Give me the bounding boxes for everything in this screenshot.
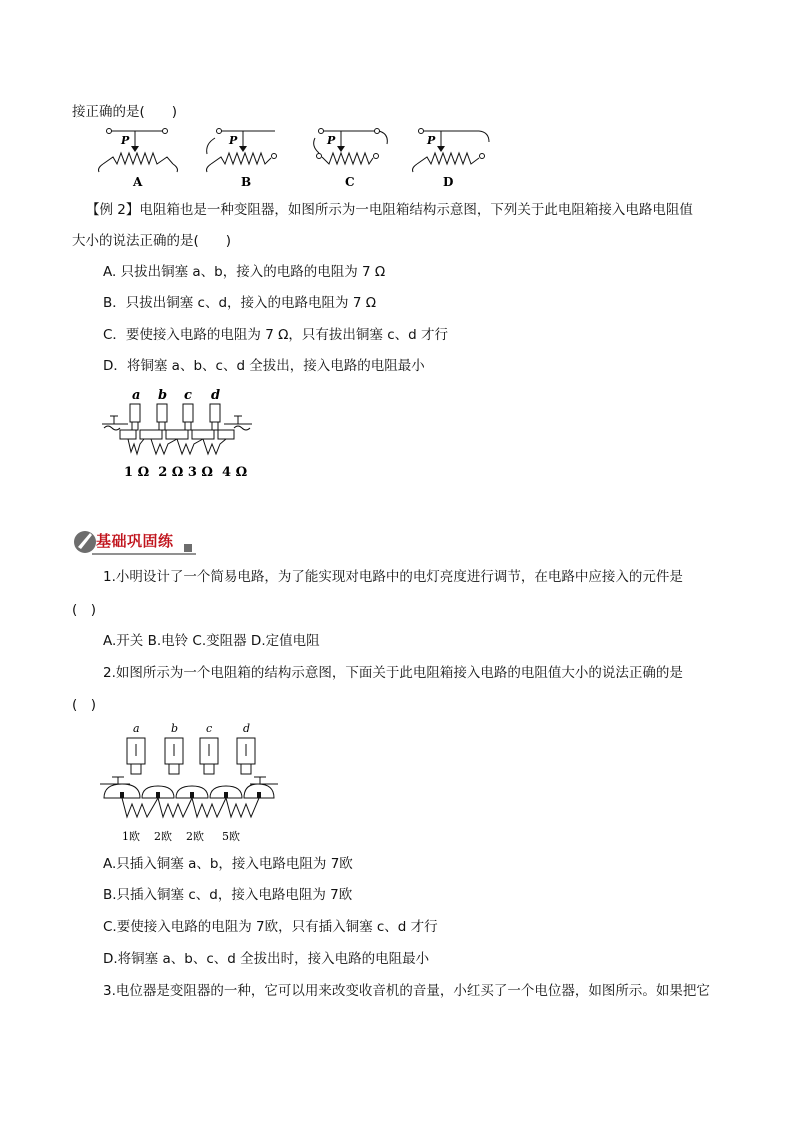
- example2-line2: 大小的说法正确的是( ): [72, 233, 232, 249]
- option-label-c: C: [345, 175, 355, 189]
- rheostat-diagram-a: [99, 129, 178, 190]
- resistor-label-3: 2欧: [186, 830, 204, 843]
- example2-choice-b: B．只拔出铜塞 c、d，接入的电路电阻为 7 Ω: [103, 295, 377, 311]
- plug-label-c: c: [184, 388, 192, 403]
- q1-line1: 1.小明设计了一个简易电路，为了能实现对电路中的电灯亮度进行调节，在电路中应接入的元件是: [103, 569, 683, 585]
- q2-choice-d: D.将铜塞 a、b、c、d 全拔出时，接入电路的电阻最小: [103, 951, 430, 967]
- plug-label-d: d: [211, 388, 221, 403]
- resistor-label-2: 2欧: [154, 830, 172, 843]
- plug-label-b: b: [171, 722, 179, 735]
- slider-label-p: P: [121, 134, 130, 147]
- question-intro: 接正确的是( ): [72, 104, 178, 120]
- q2-line2: ( ): [72, 697, 97, 713]
- example2-line1: 【例 2】电阻箱也是一种变阻器，如图所示为一电阻箱结构示意图，下列关于此电阻箱接入电路电阻值: [86, 202, 693, 218]
- rheostat-diagram-b: [207, 129, 277, 190]
- plug-label-d: d: [243, 722, 251, 735]
- plug-label-b: b: [158, 388, 168, 403]
- plug-label-c: c: [206, 722, 213, 735]
- rheostat-diagram-d: [413, 129, 490, 190]
- example2-choice-d: D．将铜塞 a、b、c、d 全拔出，接入电路的电阻最小: [103, 358, 425, 374]
- section-banner: [72, 527, 202, 557]
- option-label-a: A: [133, 175, 143, 189]
- q1-line2: ( ): [72, 602, 97, 618]
- slider-label-p: P: [229, 134, 238, 147]
- resistor-labels: 1 Ω 2 Ω 3 Ω 4 Ω: [124, 465, 248, 480]
- rheostat-diagram-c: [314, 129, 388, 190]
- q1-options: A.开关 B.电铃 C.变阻器 D.定值电阻: [103, 633, 320, 649]
- resistor-label-4: 5欧: [222, 830, 240, 843]
- slider-label-p: P: [327, 134, 336, 147]
- plug-label-a: a: [132, 388, 141, 403]
- resistor-label-1: 1欧: [122, 830, 140, 843]
- example2-choice-a: A. 只拔出铜塞 a、b，接入的电路的电阻为 7 Ω: [103, 264, 386, 280]
- q2-choice-a: A.只插入铜塞 a、b，接入电路电阻为 7欧: [103, 856, 353, 872]
- rheostat-connection-figure: [95, 124, 505, 190]
- q3-line1: 3.电位器是变阻器的一种，它可以用来改变收音机的音量，小红买了一个电位器，如图所示。如果把它: [103, 983, 710, 999]
- example2-choice-c: C．要使接入电路的电阻为 7 Ω，只有拔出铜塞 c、d 才行: [103, 327, 448, 343]
- resistance-box-figure-2: [100, 722, 280, 846]
- section-title: 基础巩固练: [96, 532, 174, 550]
- q2-choice-b: B.只插入铜塞 c、d，接入电路电阻为 7欧: [103, 887, 353, 903]
- plug-label-a: a: [133, 722, 140, 735]
- option-label-b: B: [241, 175, 252, 189]
- option-label-d: D: [443, 175, 454, 189]
- q2-line1: 2.如图所示为一个电阻箱的结构示意图，下面关于此电阻箱接入电路的电阻值大小的说法正确的是: [103, 665, 683, 681]
- resistance-box-figure-1: [100, 386, 260, 481]
- slider-label-p: P: [427, 134, 436, 147]
- q2-choice-c: C.要使接入电路的电阻为 7欧，只有插入铜塞 c、d 才行: [103, 919, 438, 935]
